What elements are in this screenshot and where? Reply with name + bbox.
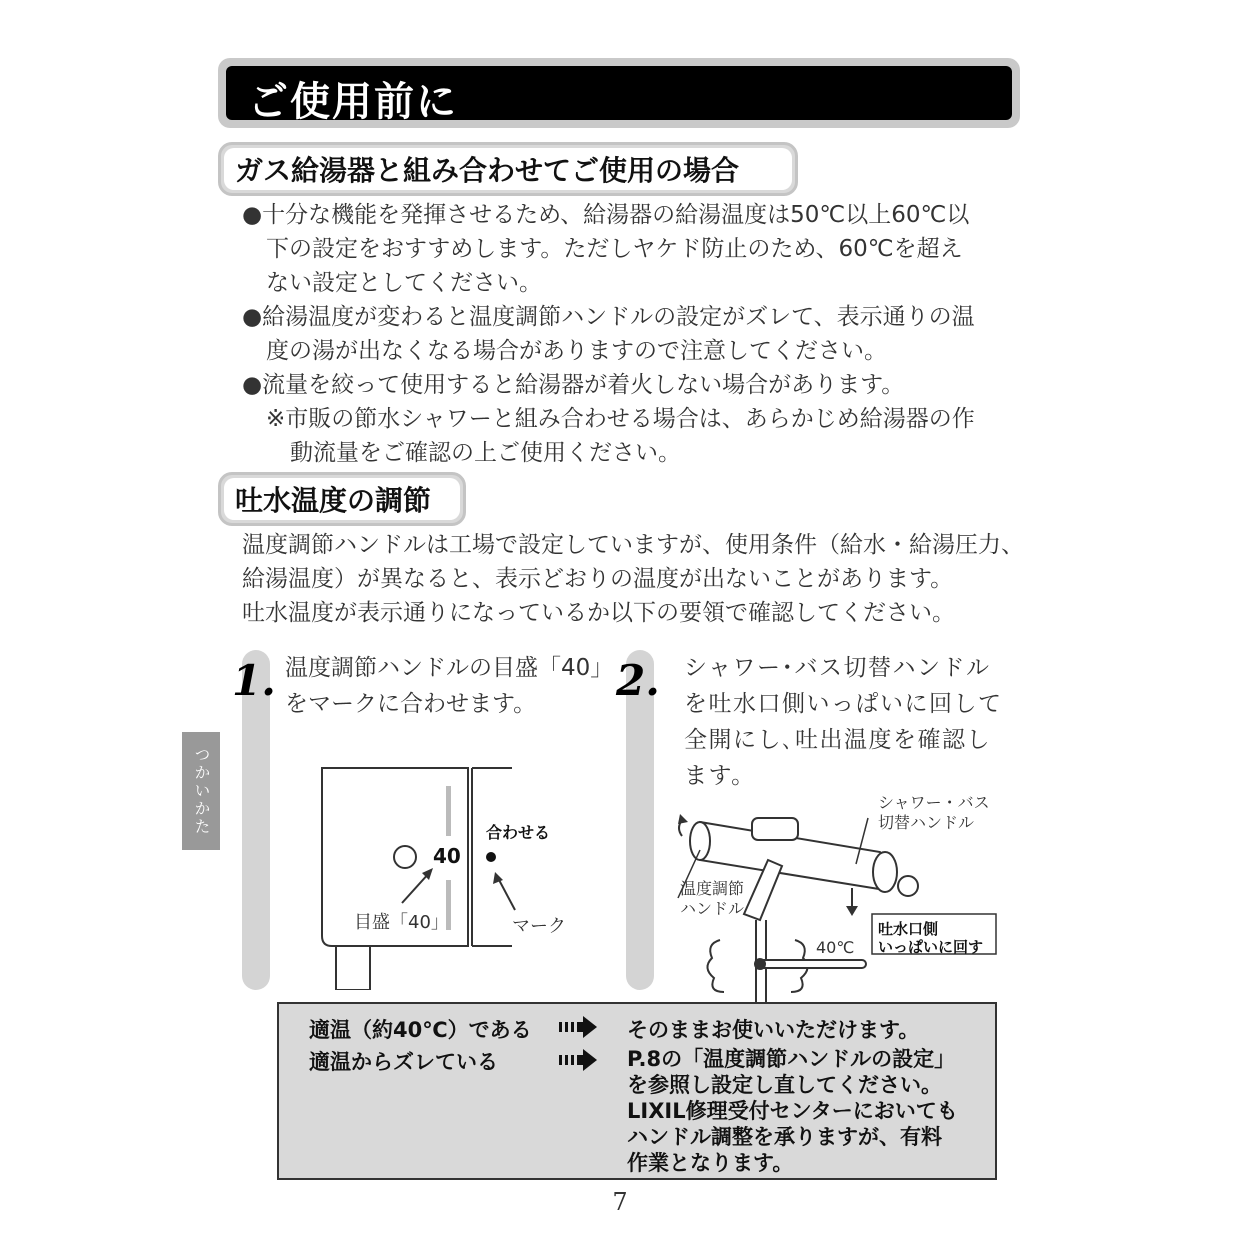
- result-row2-line-1: P.8の「温度調節ハンドルの設定」: [627, 1047, 956, 1071]
- result-row1-arrow-icon: [559, 1016, 597, 1038]
- scale-label: 目盛「40」: [354, 912, 449, 933]
- turn-label-2: いっぱいに回す: [878, 938, 984, 956]
- page-title-bar: [218, 58, 1020, 128]
- result-row2-action: [627, 1046, 958, 1176]
- temp-line-3: 吐水温度が表示通りになっているか以下の要領で確認してください。: [242, 600, 955, 626]
- result-row2-arrow-icon: [559, 1049, 597, 1071]
- step1-text: [285, 650, 613, 722]
- switch-handle-label-1: シャワー・バス: [878, 793, 990, 812]
- temp-handle-label-1: 温度調節: [680, 879, 745, 898]
- section-gas-heater-header: [218, 142, 798, 196]
- step2-line-2: を吐水口側いっぱいに回して: [684, 691, 1003, 717]
- result-row1-condition: 適温（約40℃）である: [309, 1018, 532, 1042]
- temp-handle-label-2: ハンドル: [680, 899, 745, 918]
- side-tab-label: つかいかた: [192, 746, 211, 836]
- align-label: 合わせる: [486, 823, 551, 842]
- result-row1-action: そのままお使いいただけます。: [627, 1018, 920, 1042]
- gas-note-line-1: ※市販の節水シャワーと組み合わせる場合は、あらかじめ給湯器の作: [266, 406, 975, 432]
- section-gas-heater-body: [242, 198, 975, 470]
- thermometer-label: 40℃: [816, 938, 855, 957]
- step1-number: 1.: [232, 656, 276, 705]
- gas-line-6: ●流量を絞って使用すると給湯器が着火しない場合があります。: [242, 372, 905, 398]
- gas-line-1: ●十分な機能を発揮させるため、給湯器の給湯温度は50℃以上60℃以: [242, 202, 970, 228]
- gas-line-3: ない設定としてください。: [266, 270, 542, 296]
- result-row2-line-2: を参照し設定し直してください。: [627, 1073, 942, 1097]
- step1-line-2: をマークに合わせます。: [285, 691, 537, 717]
- step2-line-1: シャワー･バス切替ハンドル: [684, 655, 991, 681]
- gas-line-4: ●給湯温度が変わると温度調節ハンドルの設定がズレて、表示通りの温: [242, 304, 975, 330]
- result-row2-line-4: ハンドル調整を承りますが、有料: [627, 1125, 942, 1149]
- mark-label: マーク: [512, 916, 566, 937]
- gas-note-line-2: 動流量をご確認の上ご使用ください。: [290, 440, 681, 466]
- section-temperature-body: [242, 528, 1024, 630]
- section-temperature-title: 吐水温度の調節: [235, 484, 432, 517]
- side-tab: [182, 732, 220, 850]
- section-temperature-header: [218, 472, 466, 526]
- step2-number: 2.: [616, 656, 660, 705]
- result-row2-line-5: 作業となります。: [627, 1151, 794, 1175]
- step1-line-1: 温度調節ハンドルの目盛「40」: [285, 655, 614, 681]
- gas-line-5: 度の湯が出なくなる場合がありますので注意してください。: [266, 338, 887, 364]
- scale-value-40: 40: [433, 844, 461, 868]
- page-title: ご使用前に: [248, 79, 458, 125]
- temp-line-2: 給湯温度）が異なると、表示どおりの温度が出ないことがあります。: [242, 566, 954, 592]
- step2-line-4: ます。: [684, 763, 756, 789]
- turn-label-1: 吐水口側: [878, 920, 939, 938]
- result-row2-line-3: LIXIL修理受付センターにおいても: [627, 1099, 958, 1123]
- page-number: 7: [612, 1188, 628, 1216]
- switch-handle-label-2: 切替ハンドル: [878, 813, 975, 832]
- section-gas-heater-title: ガス給湯器と組み合わせてご使用の場合: [235, 154, 740, 187]
- step2-text: [684, 650, 1003, 794]
- page-title-background: [226, 66, 1012, 125]
- result-row2-condition: 適温からズレている: [309, 1050, 498, 1074]
- step2-line-3: 全開にし､吐出温度を確認し: [684, 727, 991, 753]
- result-box: [277, 1002, 997, 1180]
- step1-handle-diagram: [300, 760, 600, 990]
- temp-line-1: 温度調節ハンドルは工場で設定していますが、使用条件（給水・給湯圧力、: [242, 532, 1024, 558]
- gas-line-2: 下の設定をおすすめします。ただしヤケド防止のため、60℃を超え: [266, 236, 963, 262]
